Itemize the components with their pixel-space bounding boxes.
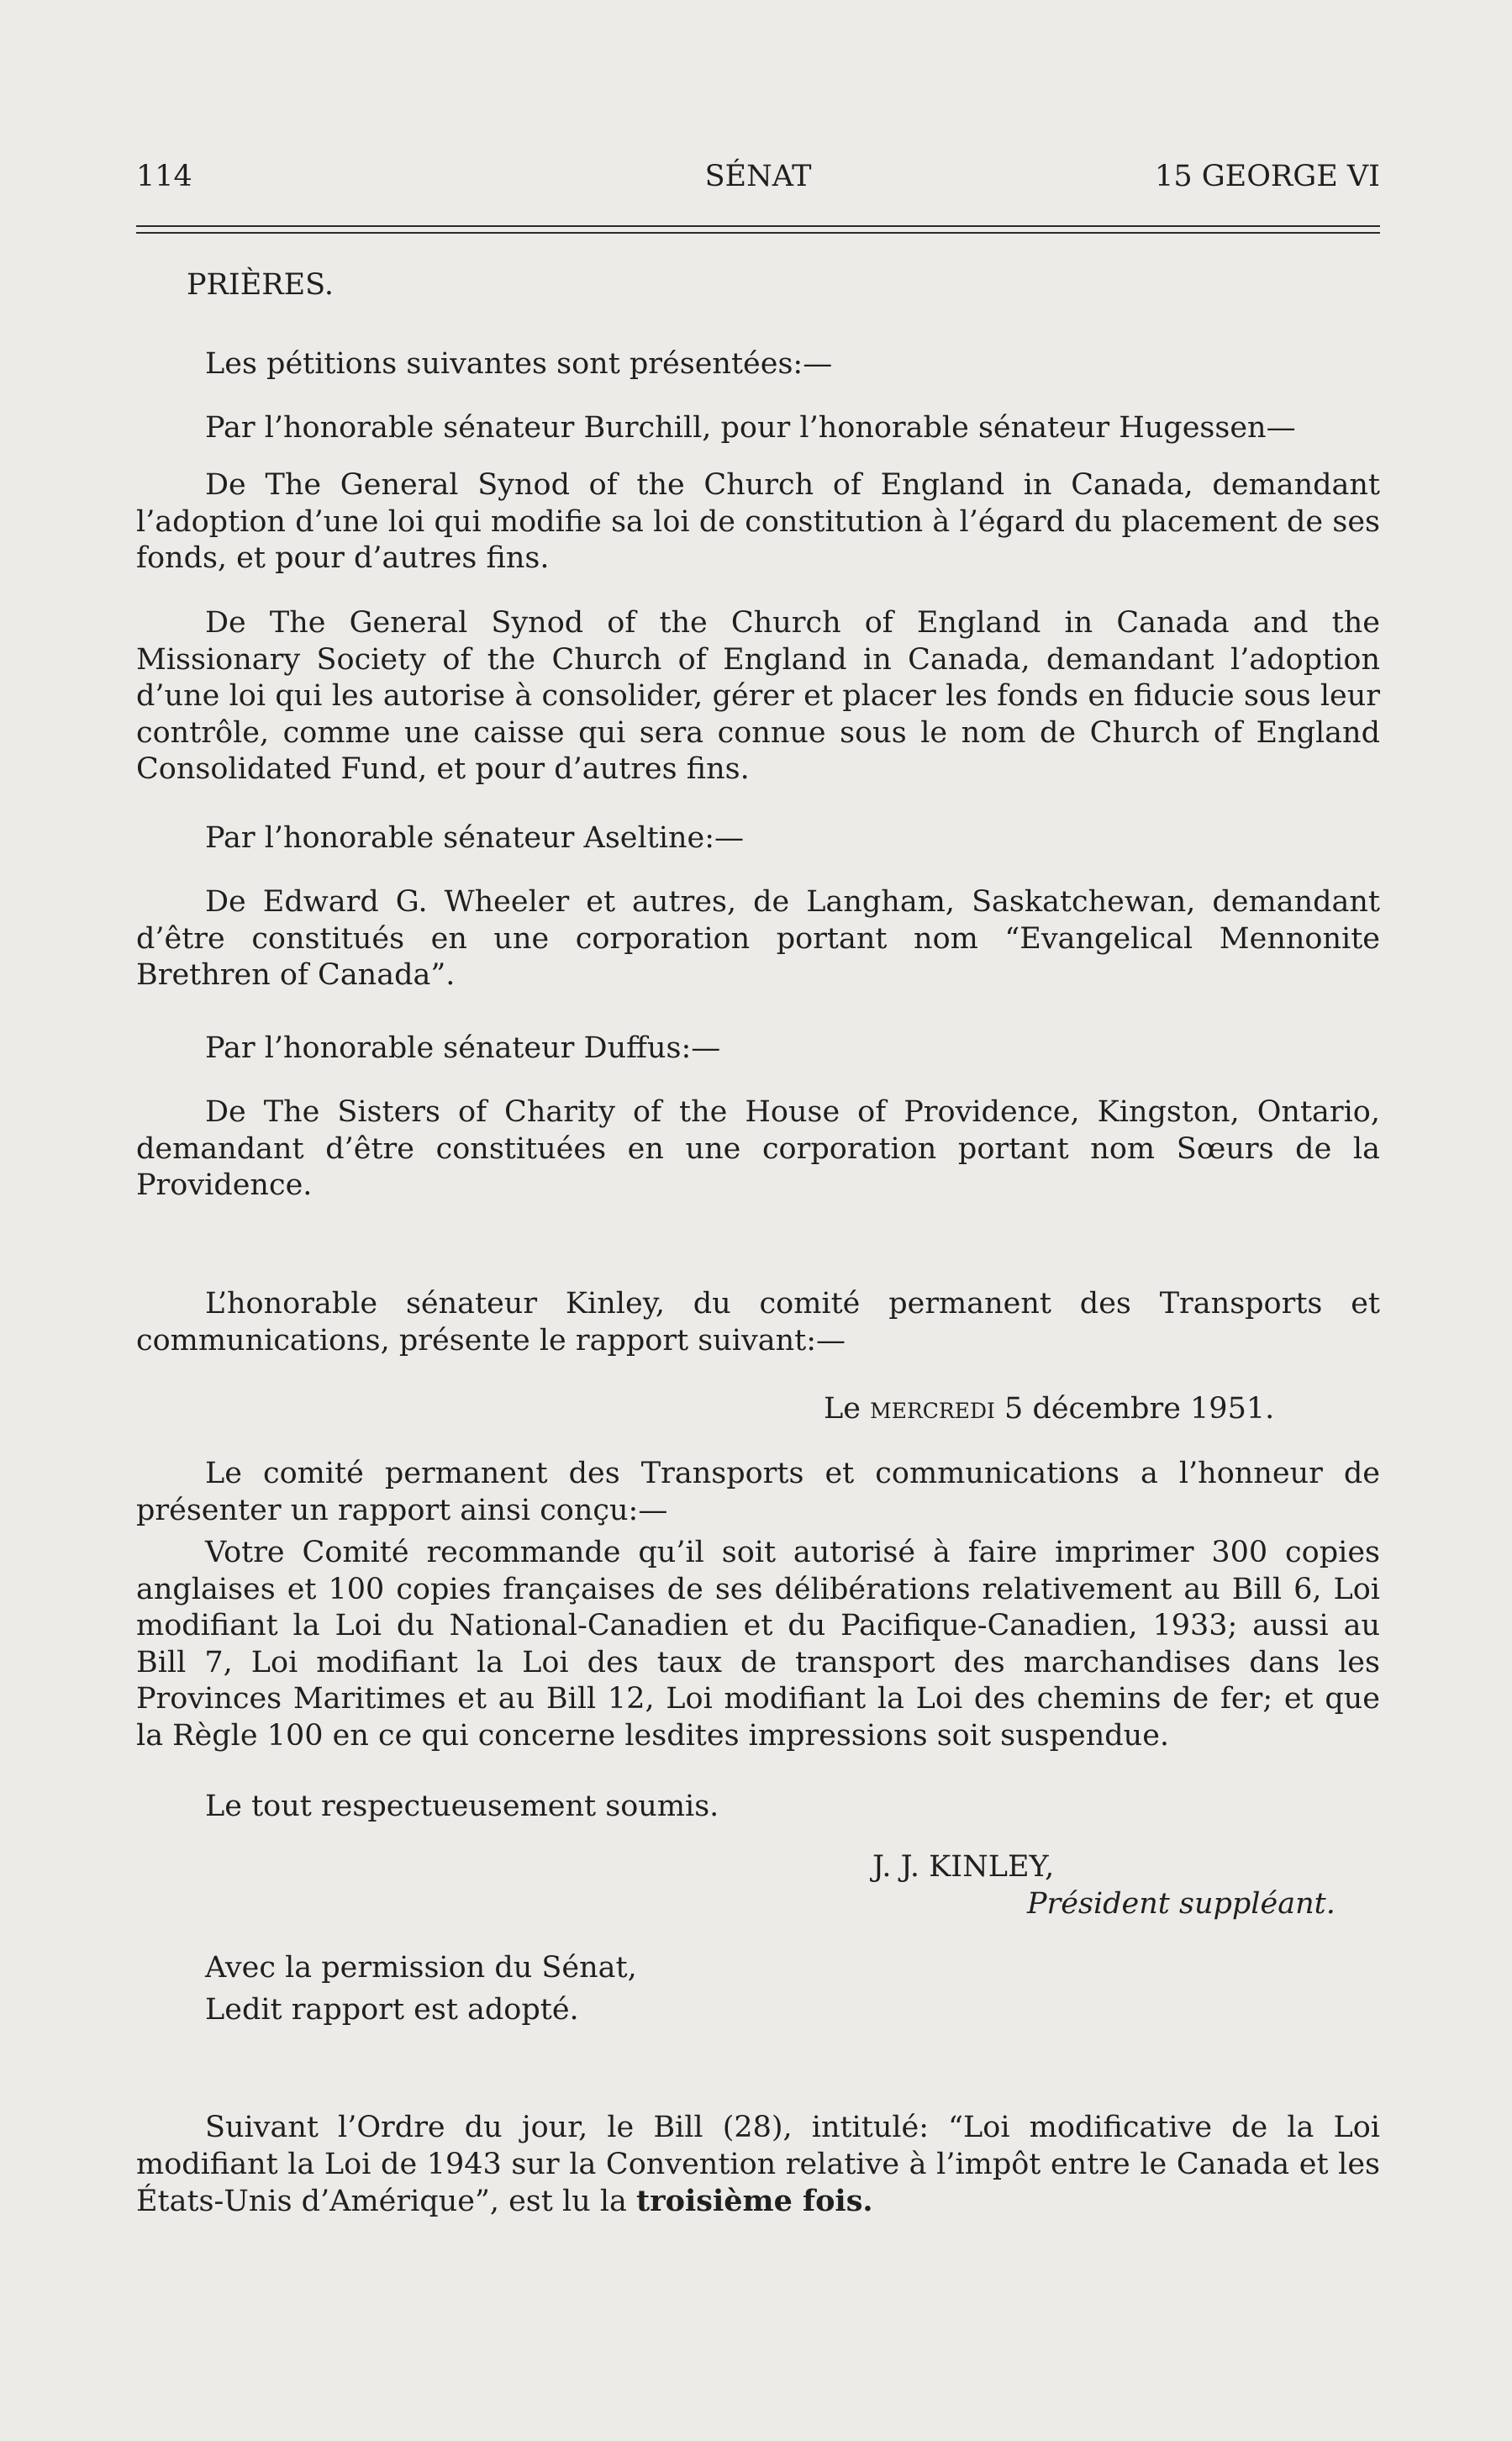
- page-header: [136, 160, 1380, 210]
- report-date-day: mercredi: [870, 1392, 995, 1426]
- report-body: Votre Comité recommande qu’il soit autorisé à faire imprimer 300 copies anglaises et 100 copies françaises de ses délibérations relativement au Bill 6, Loi modifiant la Loi du National-Canadien et du Pacifique-Canadien, 1933; aussi au Bill 7, Loi modifiant la Loi des taux de transport des marchandises dans les Provinces Maritimes et au Bill 12, Loi modifiant la Loi des chemins de fer; et que la Règle 100 en ce qui concerne lesdites impressions soit suspendue.: [136, 1536, 1380, 1753]
- sponsor-burchill: Par l’honorable sénateur Burchill, pour l’honorable sénateur Hugessen—: [205, 411, 1296, 445]
- kinley-report-intro: L’honorable sénateur Kinley, du comité permanent des Transports et communications, présente le rapport suivant:—: [136, 1287, 1380, 1358]
- third-reading-paragraph: [136, 2110, 1380, 2221]
- page-number: 114: [136, 160, 192, 193]
- petition-3: De Edward G. Wheeler et autres, de Langham, Saskatchewan, demandant d’être constitués en une corporation portant nom “Evangelical Mennonite Brethren of Canada”.: [136, 885, 1380, 992]
- adoption-line-1: Avec la permission du Sénat,: [205, 1951, 637, 1985]
- petition-2: De The General Synod of the Church of England in Canada and the Missionary Society of the Church of England in Canada, demandant l’adoption d’une loi qui les autorise à consolider, gérer et placer les fonds en fiducie sous leur contrôle, comme une caisse qui sera connue sous le nom de Church of England Consolidated Fund, et pour d’autres fins.: [136, 606, 1380, 786]
- header-title: SÉNAT: [704, 160, 812, 193]
- report-signatory-title: Président suppléant.: [1027, 1887, 1336, 1921]
- report-opening: Le comité permanent des Transports et communications a l’honneur de présenter un rapport ainsi conçu:—: [136, 1457, 1380, 1527]
- report-date-rest: 5 décembre 1951.: [1004, 1392, 1275, 1426]
- third-reading-emphasis: troisième fois.: [636, 2184, 873, 2218]
- report-closing: Le tout respectueusement soumis.: [205, 1790, 719, 1823]
- third-reading-text: Suivant l’Ordre du jour, le Bill (28), intitulé: “Loi modificative de la Loi modifiant la Loi de 1943 sur la Convention relative à l’impôt entre le Canada et les États-Unis d’Amérique”, est lu la: [136, 2111, 1380, 2218]
- report-date: [824, 1391, 1274, 1428]
- section-heading: PRIÈRES.: [187, 268, 335, 302]
- petitions-intro: Les pétitions suivantes sont présentées:—: [205, 347, 833, 381]
- regnal-year: 15 GEORGE VI: [1155, 160, 1380, 193]
- petition-4: De The Sisters of Charity of the House of Providence, Kingston, Ontario, demandant d’être constituées en une corporation portant nom Sœurs de la Providence.: [136, 1095, 1380, 1202]
- sponsor-duffus: Par l’honorable sénateur Duffus:—: [205, 1031, 721, 1065]
- header-double-rule: [136, 225, 1380, 239]
- petition-1: De The General Synod of the Church of England in Canada, demandant l’adoption d’une loi qui modifie sa loi de constitution à l’égard du placement de ses fonds, et pour d’autres fins.: [136, 468, 1380, 575]
- adoption-line-2: Ledit rapport est adopté.: [205, 1993, 579, 2027]
- report-date-prefix: Le: [824, 1392, 861, 1426]
- report-signatory: J. J. KINLEY,: [872, 1850, 1055, 1884]
- sponsor-aseltine: Par l’honorable sénateur Aseltine:—: [205, 821, 744, 855]
